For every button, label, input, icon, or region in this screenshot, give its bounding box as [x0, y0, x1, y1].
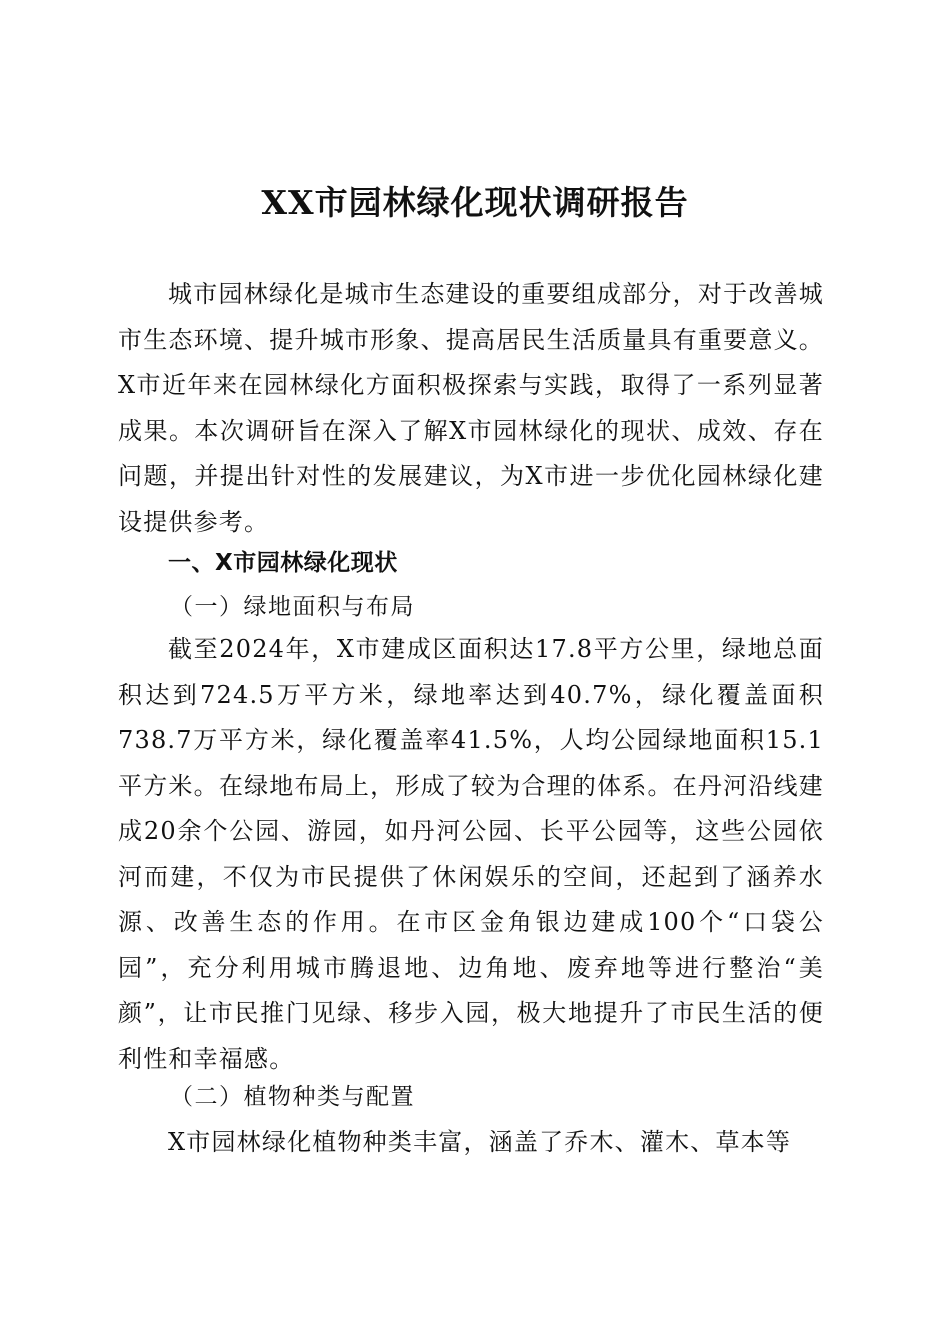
subsection-heading-2: （二）植物种类与配置	[170, 1084, 415, 1110]
subsection-1-paragraph: 截至2024年，X市建成区面积达17.8平方公里，绿地总面积达到724.5万平方米，绿地率达到40.7%，绿化覆盖面积738.7万平方米，绿化覆盖率41.5%，人均公园绿地面积15.1平方米。在绿地布局上，形成了较为合理的体系。在丹河沿线建成20余个公园、游园，如丹河公园、长平公园等，这些公园依河而建，不仅为市民提供了休闲娱乐的空间，还起到了涵养水源、改善生态的作用。在市区金角银边建成100个“口袋公园”，充分利用城市腾退地、边角地、废弃地等进行整治“美颜”，让市民推门见绿、移步入园，极大地提升了市民生活的便利性和幸福感。	[118, 635, 824, 1073]
section-heading-1: 一、X市园林绿化现状	[168, 550, 398, 576]
intro-paragraph: 城市园林绿化是城市生态建设的重要组成部分，对于改善城市生态环境、提升城市形象、提高居民生活质量具有重要意义。X市近年来在园林绿化方面积极探索与实践，取得了一系列显著成果。本次调研旨在深入了解X市园林绿化的现状、成效、存在问题，并提出针对性的发展建议，为X市进一步优化园林绿化建设提供参考。	[118, 280, 824, 536]
document-title: XX市园林绿化现状调研报告	[261, 183, 689, 222]
subsection-heading-1: （一）绿地面积与布局	[170, 594, 415, 620]
subsection-2-paragraph: X市园林绿化植物种类丰富，涵盖了乔木、灌木、草本等	[168, 1128, 792, 1156]
